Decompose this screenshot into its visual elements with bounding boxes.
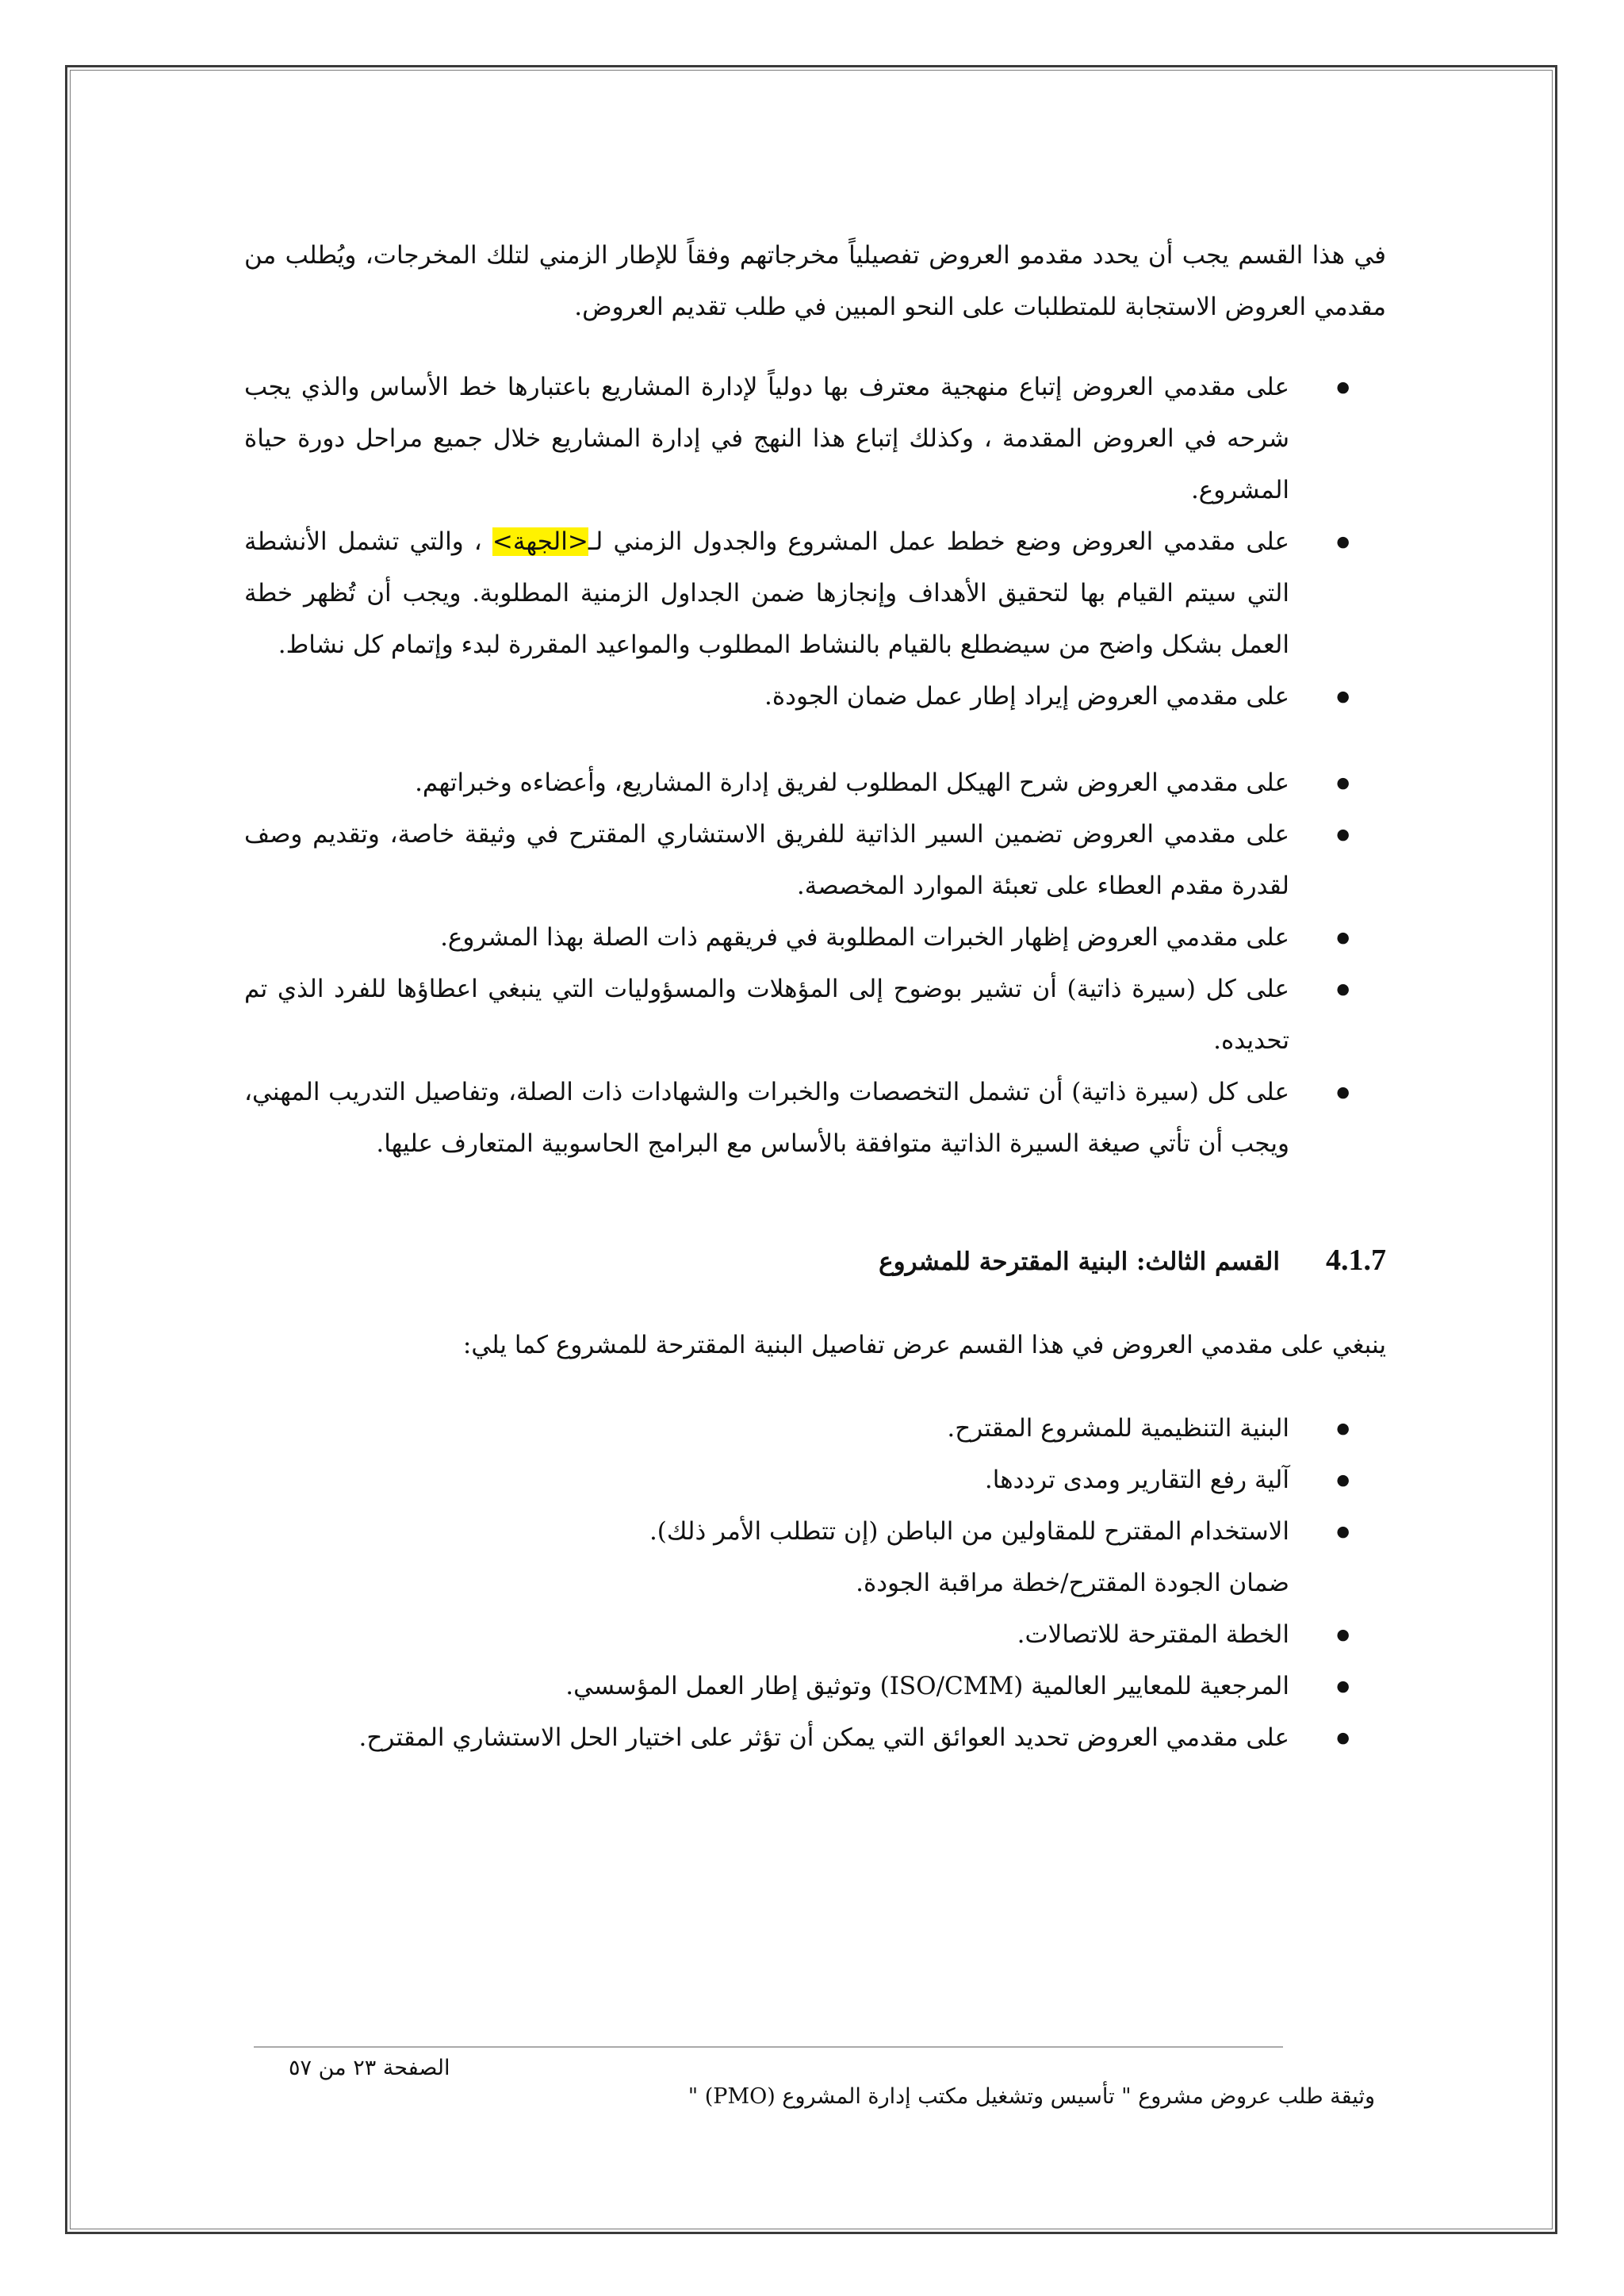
list-item-text: ، والتي تشمل الأنشطة التي سيتم القيام بها لتحقيق الأهداف وإنجازها ضمن الجداول الزمنية المطلوبة. ويجب أن تُظهر خطة العمل بشكل واضح من سيضطلع بالقيام بالنشاط المطلوب والمواعيد المقررة لبدء وإتمام كل نشاط. [244, 527, 1289, 659]
footer-document-title: وثيقة طلب عروض مشروع " تأسيس وتشغيل مكتب إدارة المشروع (PMO) " [688, 2084, 1375, 2109]
list-item: ● الاستخدام المقترح للمقاولين من الباطن (إن تتطلب الأمر ذلك). [514, 1506, 1386, 1558]
document-body [244, 230, 1386, 1764]
list-item: ● على مقدمي العروض إتباع منهجية معترف بها دولياً لإدارة المشاريع باعتبارها خط الأساس والذي يجب شرحه في العروض المقدمة ، وكذلك إتباع هذا النهج في إدارة المشاريع خلال جميع مراحل دورة حياة المشروع. [244, 362, 1386, 516]
intro-paragraph: في هذا القسم يجب أن يحدد مقدمو العروض تفصيلياً مخرجاتهم وفقاً للإطار الزمني لتلك المخرجات، ويُطلب من مقدمي العروض الاستجابة للمتطلبات على النحو المبين في طلب تقديم العروض. [244, 241, 1386, 321]
highlighted-placeholder: <الجهة> [492, 527, 588, 556]
list-item: ● على كل (سيرة ذاتية) أن تشمل التخصصات والخبرات والشهادات ذات الصلة، وتفاصيل التدريب المهني، ويجب أن تأتي صيغة السيرة الذاتية متوافقة بالأساس مع البرامج الحاسوبية المتعارف عليها. [244, 1067, 1386, 1170]
page-number: الصفحة ٢٣ من ٥٧ [289, 2056, 450, 2080]
footer-divider [254, 2046, 1283, 2048]
list-item: ● المرجعية للمعايير العالمية (ISO/CMM) وتوثيق إطار العمل المؤسسي. [514, 1661, 1386, 1712]
section-number: 4.1.7 [1326, 1244, 1386, 1277]
list-item: ● على مقدمي العروض شرح الهيكل المطلوب لفريق إدارة المشاريع، وأعضاءه وخبراتهم. [244, 757, 1386, 809]
list-item: ● على مقدمي العروض إظهار الخبرات المطلوبة في فريقهم ذات الصلة بهذا المشروع. [244, 912, 1386, 964]
list-item: ● البنية التنظيمية للمشروع المقترح. [514, 1403, 1386, 1455]
list-item: ● على مقدمي العروض تضمين السير الذاتية للفريق الاستشاري المقترح في وثيقة خاصة، وتقديم وصف لقدرة مقدم العطاء على تعبئة الموارد المخصصة. [244, 809, 1386, 912]
list-item [244, 516, 1386, 671]
requirements-list [244, 362, 1386, 1170]
section-lead: ينبغي على مقدمي العروض في هذا القسم عرض تفاصيل البنية المقترحة للمشروع كما يلي: [462, 1331, 1386, 1359]
list-item: ● على مقدمي العروض تحديد العوائق التي يمكن أن تؤثر على اختيار الحل الاستشاري المقترح. [514, 1712, 1386, 1764]
list-item-unbulleted: ضمان الجودة المقترح/خطة مراقبة الجودة. [856, 1569, 1289, 1597]
section-title: القسم الثالث: البنية المقترحة للمشروع [879, 1248, 1280, 1276]
list-item-text: على مقدمي العروض وضع خطط عمل المشروع والجدول الزمني لـ [588, 527, 1289, 556]
section-heading [244, 1235, 1386, 1288]
list-item: ● على كل (سيرة ذاتية) أن تشير بوضوح إلى المؤهلات والمسؤوليات التي ينبغي اعطاؤها للفرد الذي تم تحديده. [244, 964, 1386, 1067]
list-item: ● آلية رفع التقارير ومدى ترددها. [514, 1455, 1386, 1506]
list-item: ● على مقدمي العروض إيراد إطار عمل ضمان الجودة. [244, 671, 1386, 723]
list-item: ● الخطة المقترحة للاتصالات. [514, 1609, 1386, 1661]
structure-list [358, 1403, 1386, 1764]
